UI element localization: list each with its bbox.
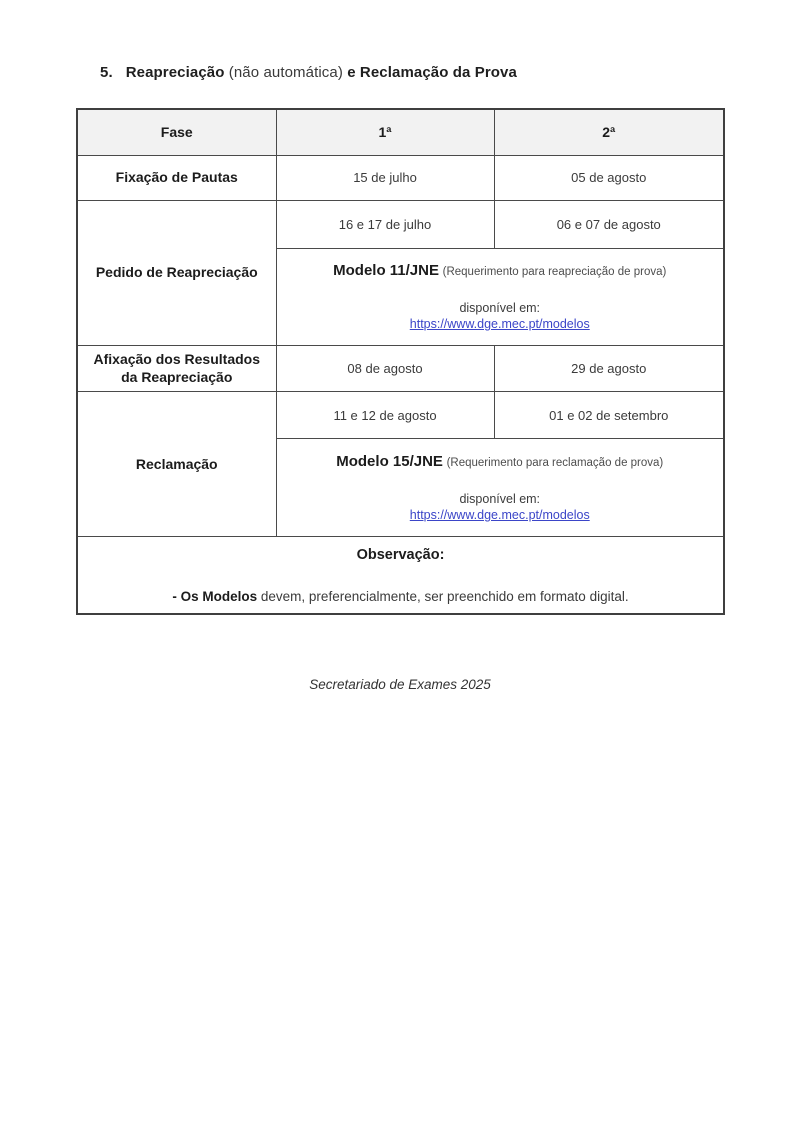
fixacao-date-fase1: 15 de julho	[276, 155, 494, 200]
exam-schedule-table	[76, 108, 725, 615]
reclamacao-modelo-name: Modelo 15/JNE	[336, 453, 443, 471]
header-cell-fase1: 1ª	[276, 109, 494, 155]
reclamacao-link-line	[285, 508, 716, 522]
reclamacao-modelos-link[interactable]: https://www.dge.mec.pt/modelos	[409, 508, 590, 523]
pedido-date-fase2: 06 e 07 de agosto	[494, 200, 724, 248]
page-title	[100, 64, 517, 81]
header-cell-fase: Fase	[77, 109, 276, 155]
observacao-note-bold: - Os Modelos	[172, 588, 258, 604]
pedido-modelo-name: Modelo 11/JNE	[333, 262, 439, 279]
table-row-fixacao	[77, 155, 724, 200]
table-row-afixacao	[77, 345, 724, 392]
fixacao-label: Fixação de Pautas	[77, 155, 276, 200]
pedido-modelo-line	[285, 262, 716, 279]
pedido-date-fase1: 16 e 17 de julho	[276, 200, 494, 248]
reclamacao-label: Reclamação	[77, 392, 276, 537]
observacao-cell	[77, 537, 724, 614]
table-row-observacao	[77, 537, 724, 614]
pedido-modelo-desc: (Requerimento para reapreciação de prova)	[442, 266, 667, 278]
table-row-reclamacao-dates	[77, 392, 724, 439]
reclamacao-modelo-cell	[276, 439, 724, 537]
reclamacao-modelo-desc: (Requerimento para reclamação de prova)	[446, 457, 664, 470]
title-number: 5.	[100, 64, 113, 81]
observacao-note	[86, 589, 715, 604]
pedido-modelo-cell	[276, 248, 724, 345]
observacao-note-rest: devem, preferencialmente, ser preenchido em formato digital.	[257, 588, 629, 604]
pedido-link-line	[285, 317, 716, 331]
title-regular: (não automática)	[228, 64, 343, 81]
table-row-pedido-dates	[77, 200, 724, 248]
afixacao-label: Afixação dos Resultados da Reapreciação	[77, 345, 276, 392]
pedido-disponivel-text: disponível em:	[459, 301, 541, 315]
reclamacao-date-fase1: 11 e 12 de agosto	[276, 392, 494, 439]
reclamacao-modelo-line	[285, 453, 716, 470]
afixacao-date-fase2: 29 de agosto	[494, 345, 724, 392]
table-header-row	[77, 109, 724, 155]
afixacao-date-fase1: 08 de agosto	[276, 345, 494, 392]
pedido-label: Pedido de Reapreciação	[77, 200, 276, 345]
title-bold-1: Reapreciação	[125, 64, 225, 81]
footer-signature: Secretariado de Exames 2025	[309, 677, 491, 692]
reclamacao-date-fase2: 01 e 02 de setembro	[494, 392, 724, 439]
observacao-title: Observação:	[356, 546, 445, 563]
title-bold-2: e Reclamação da Prova	[347, 64, 517, 81]
pedido-modelos-link[interactable]: https://www.dge.mec.pt/modelos	[409, 317, 590, 331]
header-cell-fase2: 2ª	[494, 109, 724, 155]
fixacao-date-fase2: 05 de agosto	[494, 155, 724, 200]
reclamacao-disponivel-text: disponível em:	[459, 492, 541, 507]
